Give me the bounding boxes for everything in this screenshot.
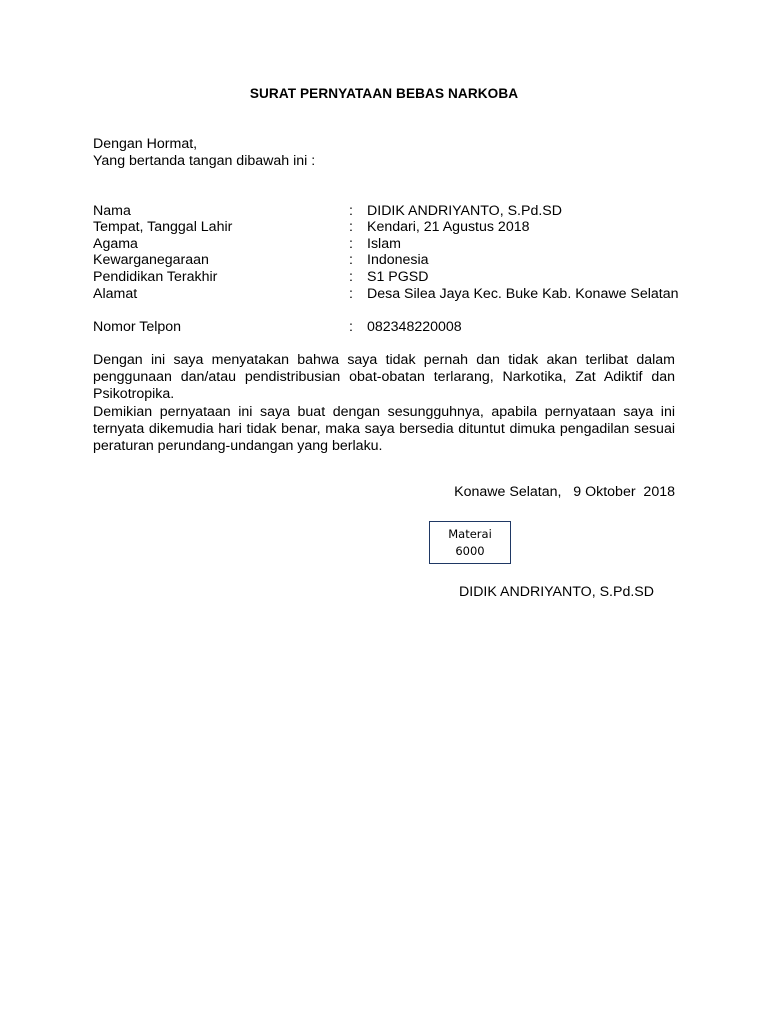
field-colon: :	[349, 286, 353, 302]
field-row-alamat	[93, 286, 693, 303]
field-label: Agama	[93, 236, 138, 252]
field-colon: :	[349, 219, 353, 235]
statement-line: peraturan perundang-undangan yang berlaku.	[93, 437, 383, 454]
field-value: Desa Silea Jaya Kec. Buke Kab. Konawe Selatan	[367, 286, 679, 302]
greeting: Dengan Hormat,	[93, 136, 198, 152]
field-row-pendidikan	[93, 269, 693, 286]
statement-line: Dengan ini saya menyatakan bahwa saya tidak pernah dan tidak akan terlibat dalam	[93, 352, 675, 368]
signature-name: DIDIK ANDRIYANTO, S.Pd.SD	[459, 584, 654, 600]
field-value: 082348220008	[367, 319, 462, 335]
intro-line: Yang bertanda tangan dibawah ini :	[93, 153, 316, 169]
field-value: S1 PGSD	[367, 269, 429, 285]
statement-line: Demikian pernyataan ini saya buat dengan sesungguhnya, apabila pernyataan saya ini	[93, 403, 675, 420]
field-colon: :	[349, 319, 353, 335]
field-label: Alamat	[93, 286, 138, 302]
field-label: Kewarganegaraan	[93, 252, 209, 268]
statement-paragraph	[93, 352, 675, 455]
place-date: Konawe Selatan, 9 Oktober 2018	[454, 484, 675, 500]
field-row-nama	[93, 203, 693, 220]
statement-line: ternyata dikemudia hari tidak benar, maka saya bersedia dituntut dimuka pengadilan sesuai	[93, 420, 675, 437]
field-label: Nomor Telpon	[93, 319, 182, 335]
field-row-agama	[93, 236, 693, 253]
field-value: DIDIK ANDRIYANTO, S.Pd.SD	[367, 203, 562, 219]
field-value: Kendari, 21 Agustus 2018	[367, 219, 530, 235]
document-title: SURAT PERNYATAAN BEBAS NARKOBA	[249, 86, 519, 101]
field-value: Islam	[367, 236, 401, 252]
field-label: Pendidikan Terakhir	[93, 269, 218, 285]
field-colon: :	[349, 236, 353, 252]
field-colon: :	[349, 203, 353, 219]
stamp-line: 6000	[455, 544, 485, 558]
field-row-telpon	[93, 319, 693, 336]
field-row-ttl	[93, 219, 693, 236]
field-colon: :	[349, 269, 353, 285]
field-value: Indonesia	[367, 252, 429, 268]
field-colon: :	[349, 252, 353, 268]
materai-stamp-box	[429, 521, 511, 564]
stamp-line: Materai	[448, 527, 492, 541]
statement-line: Psikotropika.	[93, 386, 175, 403]
field-label: Tempat, Tanggal Lahir	[93, 219, 233, 235]
statement-line: penggunaan dan/atau pendistribusian obat-obatan terlarang, Narkotika, Zat Adiktif dan	[93, 369, 675, 386]
field-row-kewarganegaraan	[93, 252, 693, 269]
field-label: Nama	[93, 203, 131, 219]
